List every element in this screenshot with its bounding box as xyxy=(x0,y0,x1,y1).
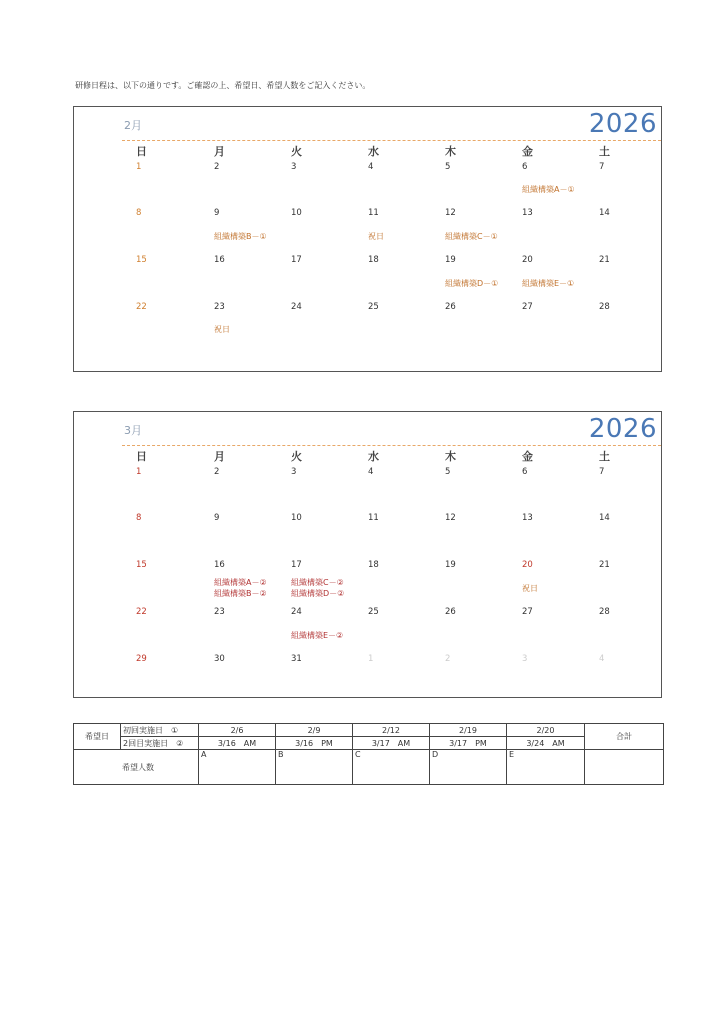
first-date-cell: 2/19 xyxy=(430,724,507,737)
day-cell: 16 xyxy=(214,560,225,570)
day-cell: 19 xyxy=(445,255,456,265)
weekday-wed: 水 xyxy=(368,145,379,158)
day-cell: 14 xyxy=(599,208,610,218)
day-cell-next-month: 2 xyxy=(445,654,451,664)
day-cell: 10 xyxy=(291,513,302,523)
event-label: 組織構築A－① xyxy=(522,185,575,194)
day-cell: 3 xyxy=(291,162,297,172)
day-cell: 21 xyxy=(599,255,610,265)
day-cell: 20 xyxy=(522,560,533,570)
day-cell: 15 xyxy=(136,560,147,570)
day-cell: 13 xyxy=(522,208,533,218)
total-field[interactable] xyxy=(585,750,664,785)
day-cell: 14 xyxy=(599,513,610,523)
event-label: 組織構築B－② xyxy=(214,589,267,598)
event-label: 組織構築C－① xyxy=(445,232,498,241)
day-cell: 1 xyxy=(136,467,142,477)
day-cell: 23 xyxy=(214,607,225,617)
day-cell: 3 xyxy=(291,467,297,477)
event-label: 組織構築B－① xyxy=(214,232,267,241)
day-cell: 4 xyxy=(368,467,374,477)
second-date-cell: 3/16 AM xyxy=(199,737,276,750)
month-label: 2月 xyxy=(124,119,142,132)
day-cell: 23 xyxy=(214,302,225,312)
day-cell: 18 xyxy=(368,255,379,265)
header-divider xyxy=(122,445,661,446)
day-cell: 8 xyxy=(136,513,142,523)
second-date-cell: 3/17 AM xyxy=(353,737,430,750)
day-cell: 27 xyxy=(522,302,533,312)
day-cell: 20 xyxy=(522,255,533,265)
day-cell: 2 xyxy=(214,162,220,172)
day-cell: 22 xyxy=(136,607,147,617)
count-field-b[interactable]: B xyxy=(276,750,353,785)
first-date-cell: 2/9 xyxy=(276,724,353,737)
day-cell: 10 xyxy=(291,208,302,218)
day-cell: 31 xyxy=(291,654,302,664)
calendar-march xyxy=(73,411,662,698)
day-cell: 7 xyxy=(599,162,605,172)
weekday-mon: 月 xyxy=(214,450,225,463)
day-cell: 11 xyxy=(368,513,379,523)
wish-day-label: 希望日 xyxy=(74,724,121,750)
day-cell: 1 xyxy=(136,162,142,172)
count-field-e[interactable]: E xyxy=(507,750,585,785)
day-cell: 22 xyxy=(136,302,147,312)
count-field-c[interactable]: C xyxy=(353,750,430,785)
day-cell: 6 xyxy=(522,467,528,477)
holiday-label: 祝日 xyxy=(368,232,384,241)
month-label: 3月 xyxy=(124,424,142,437)
day-cell: 24 xyxy=(291,302,302,312)
first-date-label: 初回実施日 ① xyxy=(121,724,199,737)
count-field-a[interactable]: A xyxy=(199,750,276,785)
day-cell: 2 xyxy=(214,467,220,477)
year-label: 2026 xyxy=(588,414,657,444)
second-date-cell: 3/16 PM xyxy=(276,737,353,750)
day-cell: 13 xyxy=(522,513,533,523)
day-cell: 12 xyxy=(445,208,456,218)
weekday-tue: 火 xyxy=(291,145,302,158)
count-label: 希望人数 xyxy=(74,750,199,785)
day-cell: 5 xyxy=(445,467,451,477)
holiday-label: 祝日 xyxy=(214,325,230,334)
weekday-mon: 月 xyxy=(214,145,225,158)
day-cell-next-month: 3 xyxy=(522,654,528,664)
day-cell: 25 xyxy=(368,607,379,617)
day-cell: 21 xyxy=(599,560,610,570)
count-field-d[interactable]: D xyxy=(430,750,507,785)
day-cell: 28 xyxy=(599,607,610,617)
calendar-february xyxy=(73,106,662,372)
event-label: 組織構築E－① xyxy=(522,279,575,288)
weekday-tue: 火 xyxy=(291,450,302,463)
day-cell: 27 xyxy=(522,607,533,617)
weekday-fri: 金 xyxy=(522,450,533,463)
day-cell: 19 xyxy=(445,560,456,570)
day-cell: 9 xyxy=(214,208,220,218)
event-label: 組織構築D－① xyxy=(445,279,499,288)
day-cell: 4 xyxy=(368,162,374,172)
event-label: 組織構築C－② xyxy=(291,578,344,587)
weekday-sun: 日 xyxy=(136,145,147,158)
day-cell: 24 xyxy=(291,607,302,617)
weekday-wed: 水 xyxy=(368,450,379,463)
day-cell: 7 xyxy=(599,467,605,477)
day-cell: 9 xyxy=(214,513,220,523)
day-cell: 29 xyxy=(136,654,147,664)
header-divider xyxy=(122,140,661,141)
day-cell: 17 xyxy=(291,255,302,265)
day-cell: 11 xyxy=(368,208,379,218)
day-cell: 15 xyxy=(136,255,147,265)
day-cell: 28 xyxy=(599,302,610,312)
second-date-label: 2回目実施日 ② xyxy=(121,737,199,750)
weekday-thu: 木 xyxy=(445,145,456,158)
day-cell-next-month: 4 xyxy=(599,654,605,664)
second-date-cell: 3/24 AM xyxy=(507,737,585,750)
day-cell-next-month: 1 xyxy=(368,654,374,664)
first-date-cell: 2/6 xyxy=(199,724,276,737)
day-cell: 16 xyxy=(214,255,225,265)
weekday-fri: 金 xyxy=(522,145,533,158)
holiday-label: 祝日 xyxy=(522,584,538,593)
event-label: 組織構築E－② xyxy=(291,631,344,640)
weekday-sat: 土 xyxy=(599,450,610,463)
event-label: 組織構築D－② xyxy=(291,589,345,598)
day-cell: 26 xyxy=(445,607,456,617)
weekday-sat: 土 xyxy=(599,145,610,158)
weekday-sun: 日 xyxy=(136,450,147,463)
day-cell: 5 xyxy=(445,162,451,172)
intro-text: 研修日程は、以下の通りです。ご確認の上、希望日、希望人数をご記入ください。 xyxy=(75,81,371,90)
year-label: 2026 xyxy=(588,109,657,139)
event-label: 組織構築A－② xyxy=(214,578,267,587)
schedule-summary-table xyxy=(73,723,664,785)
first-date-cell: 2/12 xyxy=(353,724,430,737)
day-cell: 17 xyxy=(291,560,302,570)
day-cell: 18 xyxy=(368,560,379,570)
day-cell: 8 xyxy=(136,208,142,218)
weekday-thu: 木 xyxy=(445,450,456,463)
day-cell: 12 xyxy=(445,513,456,523)
first-date-cell: 2/20 xyxy=(507,724,585,737)
day-cell: 26 xyxy=(445,302,456,312)
day-cell: 25 xyxy=(368,302,379,312)
day-cell: 6 xyxy=(522,162,528,172)
second-date-cell: 3/17 PM xyxy=(430,737,507,750)
total-label: 合計 xyxy=(585,724,664,750)
day-cell: 30 xyxy=(214,654,225,664)
